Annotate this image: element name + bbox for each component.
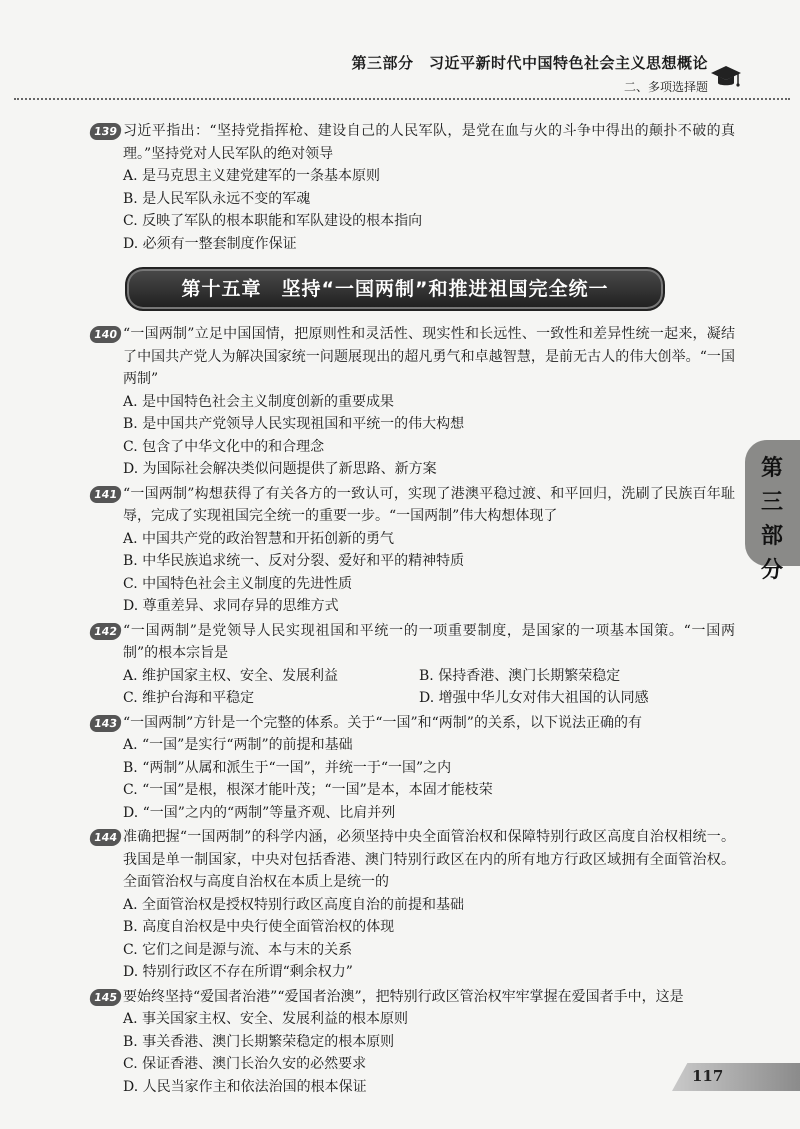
graduation-cap-icon	[710, 64, 742, 90]
question-stem: “一国两制”构想获得了有关各方的一致认可，实现了港澳平稳过渡、和平回归，洗刷了民族百年耻辱，完成了实现祖国完全统一的重要一步。“一国两制”伟大构想体现了	[123, 485, 735, 524]
question-143	[90, 712, 735, 825]
chapter-title-banner: 第十五章 坚持“一国两制”和推进祖国完全统一	[125, 267, 665, 311]
option-a: A. 是马克思主义建党建军的一条基本原则	[123, 168, 381, 184]
option-a: A. 事关国家主权、安全、发展利益的根本原则	[123, 1011, 409, 1027]
question-142	[90, 620, 735, 710]
option-c: C. 保证香港、澳门长治久安的必然要求	[123, 1056, 367, 1072]
option-d: D. 为国际社会解决类似问题提供了新思路、新方案	[123, 461, 437, 477]
option-c: C. 反映了军队的根本职能和军队建设的根本指向	[123, 213, 423, 229]
option-c: C. 包含了中华文化中的和合理念	[123, 438, 325, 455]
question-list	[90, 120, 735, 1100]
side-tab-label: 第三部分	[760, 456, 783, 583]
question-stem: “一国两制”立足中国国情，把原则性和灵活性、现实性和长远性、一致性和差异性统一起来，凝结了中国共产党人为解决国家统一问题展现出的超凡勇气和卓越智慧，是前无古人的伟大创举。“一国两制”	[123, 326, 735, 387]
option-c: C. 维护台海和平稳定	[123, 690, 255, 706]
option-c: C. 它们之间是源与流、本与末的关系	[123, 941, 353, 958]
option-b: B. 事关香港、澳门长期繁荣稳定的根本原则	[123, 1033, 395, 1050]
option-c: C. 中国特色社会主义制度的先进性质	[123, 575, 353, 592]
option-a: A. 维护国家主权、安全、发展利益	[123, 667, 339, 684]
question-139	[90, 120, 735, 255]
question-number-badge: 140	[89, 326, 122, 343]
option-b: B. 高度自治权是中央行使全面管治权的体现	[123, 919, 395, 935]
question-number-badge: 139	[89, 123, 122, 140]
option-d: D. 尊重差异、求同存异的思维方式	[123, 598, 339, 614]
page-footer	[672, 1063, 800, 1091]
question-144	[90, 826, 735, 984]
question-141	[90, 483, 735, 618]
option-b: B. 保持香港、澳门长期繁荣稳定	[419, 667, 621, 684]
page-header	[0, 0, 800, 100]
option-d: D. “一国”之内的“两制”等量齐观、比肩并列	[123, 804, 396, 821]
option-d: D. 特别行政区不存在所谓“剩余权力”	[123, 964, 353, 980]
option-a: A. 是中国特色社会主义制度创新的重要成果	[123, 393, 395, 410]
header-divider	[14, 98, 790, 100]
option-b: B. 是中国共产党领导人民实现祖国和平统一的伟大构想	[123, 416, 465, 432]
question-stem: “一国两制”方针是一个完整的体系。关于“一国”和“两制”的关系，以下说法正确的有	[123, 714, 642, 731]
option-a: A. 全面管治权是授权特别行政区高度自治的前提和基础	[123, 896, 465, 913]
question-number-badge: 142	[89, 623, 122, 640]
option-d: D. 增强中华儿女对伟大祖国的认同感	[419, 690, 649, 706]
question-stem: “一国两制”是党领导人民实现祖国和平统一的一项重要制度，是国家的一项基本国策。“一国两制”的根本宗旨是	[123, 622, 735, 661]
option-d: D. 人民当家作主和依法治国的根本保证	[123, 1078, 367, 1095]
question-number-badge: 144	[89, 829, 122, 846]
option-b: B. “两制”从属和派生于“一国”，并统一于“一国”之内	[123, 759, 452, 776]
option-c: C. “一国”是根，根深才能叶茂；“一国”是本，本固才能枝荣	[123, 782, 493, 798]
option-b: B. 是人民军队永远不变的军魂	[123, 190, 311, 207]
option-b: B. 中华民族追求统一、反对分裂、爱好和平的精神特质	[123, 553, 465, 569]
question-number-badge: 145	[89, 989, 122, 1006]
option-a: A. “一国”是实行“两制”的前提和基础	[123, 737, 353, 753]
question-stem: 习近平指出：“坚持党指挥枪、建设自己的人民军队，是党在血与火的斗争中得出的颠扑不破的真理。”坚持党对人民军队的绝对领导	[123, 123, 735, 162]
page-number: 117	[692, 1067, 724, 1085]
question-140	[90, 323, 735, 481]
header-title: 第三部分 习近平新时代中国特色社会主义思想概论	[351, 54, 708, 72]
question-145	[90, 986, 735, 1099]
question-stem: 准确把握“一国两制”的科学内涵，必须坚持中央全面管治权和保障特别行政区高度自治权相统一。我国是单一制国家，中央对包括香港、澳门特别行政区在内的所有地方行政区域拥有全面管治权。全面管治权与高度自治权在本质上是统一的	[123, 829, 735, 890]
question-stem: 要始终坚持“爱国者治港”“爱国者治澳”，把特别行政区管治权牢牢掌握在爱国者手中，这是	[123, 988, 684, 1005]
section-side-tab	[745, 440, 800, 583]
option-d: D. 必须有一整套制度作保证	[123, 235, 297, 252]
header-subtitle: 二、多项选择题	[623, 80, 708, 94]
option-a: A. 中国共产党的政治智慧和开拓创新的勇气	[123, 530, 395, 547]
question-number-badge: 143	[89, 715, 122, 732]
question-number-badge: 141	[89, 486, 122, 503]
